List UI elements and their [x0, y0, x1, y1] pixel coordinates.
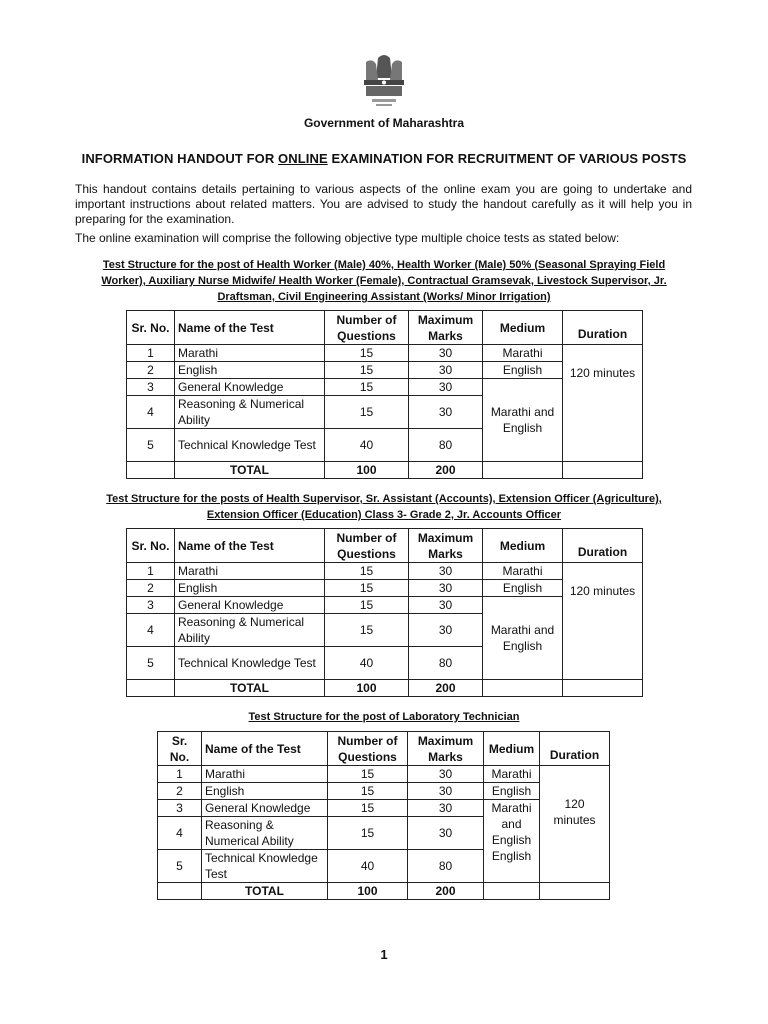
- header-test-name: Name of the Test: [175, 529, 325, 563]
- cell-test-name: Marathi: [175, 345, 325, 362]
- cell-sr: 4: [127, 396, 175, 429]
- total-questions: 100: [325, 462, 409, 479]
- cell-test-name: English: [175, 362, 325, 379]
- cell-medium: Marathi: [483, 345, 563, 362]
- cell-marks: 30: [408, 817, 484, 850]
- cell-medium-shared: Marathi and English: [483, 597, 563, 680]
- cell-test-name: Technical Knowledge Test: [175, 429, 325, 462]
- header-marks: Maximum Marks: [408, 732, 484, 766]
- cell-test-name: Reasoning & Numerical Ability: [175, 614, 325, 647]
- cell-questions: 15: [328, 783, 408, 800]
- header-test-name: Name of the Test: [202, 732, 328, 766]
- header-medium: Medium: [484, 732, 540, 766]
- cell-empty: [483, 462, 563, 479]
- cell-sr: 1: [127, 345, 175, 362]
- cell-medium: Marathi: [484, 766, 540, 783]
- cell-sr: 4: [127, 614, 175, 647]
- cell-questions: 15: [325, 362, 409, 379]
- cell-medium: English: [484, 783, 540, 800]
- cell-questions: 40: [325, 647, 409, 680]
- cell-test-name: Marathi: [175, 563, 325, 580]
- cell-marks: 80: [408, 850, 484, 883]
- table-row: [127, 563, 643, 580]
- table-total-row: [158, 883, 610, 900]
- cell-marks: 30: [409, 362, 483, 379]
- cell-questions: 15: [328, 800, 408, 817]
- cell-marks: 30: [408, 766, 484, 783]
- table-row: [127, 345, 643, 362]
- cell-test-name: Marathi: [202, 766, 328, 783]
- cell-marks: 80: [409, 429, 483, 462]
- section-2-table: [126, 528, 643, 697]
- cell-sr: 5: [127, 429, 175, 462]
- cell-marks: 80: [409, 647, 483, 680]
- document-title: INFORMATION HANDOUT FOR ONLINE EXAMINATION FOR RECRUITMENT OF VARIOUS POSTS: [81, 151, 687, 166]
- table-header-row: [127, 529, 643, 563]
- cell-test-name: General Knowledge: [202, 800, 328, 817]
- table-total-row: [127, 462, 643, 479]
- cell-test-name: English: [175, 580, 325, 597]
- cell-sr: 1: [127, 563, 175, 580]
- page-number: 1: [380, 947, 388, 962]
- cell-medium: English: [483, 362, 563, 379]
- header-duration: Duration: [540, 732, 610, 766]
- cell-questions: 40: [328, 850, 408, 883]
- cell-test-name: General Knowledge: [175, 379, 325, 396]
- section-1-heading: Test Structure for the post of Health Worker (Male) 40%, Health Worker (Male) 50% (Seasonal Spraying Field Worker), Auxiliary Nurse Midwife/ Health Worker (Female), Contractual Gramsevak, Livestock Supervisor, Jr. Draftsman, Civil Engineering Assistant (Works/ Minor Irrigation): [101, 259, 667, 303]
- header-questions: Number of Questions: [325, 311, 409, 345]
- cell-duration: 120 minutes: [563, 345, 643, 462]
- total-marks: 200: [409, 680, 483, 697]
- total-questions: 100: [325, 680, 409, 697]
- table-header-row: [158, 732, 610, 766]
- cell-sr: 4: [158, 817, 202, 850]
- header-marks: Maximum Marks: [409, 529, 483, 563]
- cell-questions: 15: [328, 766, 408, 783]
- table-header-row: [127, 311, 643, 345]
- cell-marks: 30: [408, 800, 484, 817]
- header-sr-no: Sr. No.: [127, 311, 175, 345]
- total-label: TOTAL: [175, 680, 325, 697]
- cell-marks: 30: [409, 379, 483, 396]
- total-marks: 200: [408, 883, 484, 900]
- cell-empty: [483, 680, 563, 697]
- cell-empty: [563, 680, 643, 697]
- cell-marks: 30: [409, 563, 483, 580]
- cell-medium: Marathi: [483, 563, 563, 580]
- cell-duration: 120 minutes: [563, 563, 643, 680]
- cell-sr: 2: [158, 783, 202, 800]
- cell-test-name: General Knowledge: [175, 597, 325, 614]
- cell-questions: 15: [325, 345, 409, 362]
- title-online-word: ONLINE: [278, 151, 328, 166]
- cell-questions: 15: [325, 597, 409, 614]
- header-sr-no: Sr. No.: [158, 732, 202, 766]
- cell-test-name: Reasoning & Numerical Ability: [175, 396, 325, 429]
- cell-empty: [127, 462, 175, 479]
- cell-sr: 5: [158, 850, 202, 883]
- header-marks: Maximum Marks: [409, 311, 483, 345]
- cell-marks: 30: [408, 783, 484, 800]
- header-medium: Medium: [483, 311, 563, 345]
- table-total-row: [127, 680, 643, 697]
- cell-marks: 30: [409, 345, 483, 362]
- cell-sr: 3: [158, 800, 202, 817]
- table-row: [158, 766, 610, 783]
- cell-sr: 2: [127, 580, 175, 597]
- header-sr-no: Sr. No.: [127, 529, 175, 563]
- cell-questions: 15: [325, 379, 409, 396]
- cell-duration: 120 minutes: [540, 766, 610, 883]
- cell-questions: 15: [325, 614, 409, 647]
- header-questions: Number of Questions: [328, 732, 408, 766]
- cell-sr: 3: [127, 597, 175, 614]
- cell-marks: 30: [409, 614, 483, 647]
- government-name: Government of Maharashtra: [303, 116, 465, 130]
- cell-marks: 30: [409, 597, 483, 614]
- total-questions: 100: [328, 883, 408, 900]
- section-3-table: [157, 731, 610, 900]
- cell-medium: English: [483, 580, 563, 597]
- cell-marks: 30: [409, 580, 483, 597]
- cell-marks: 30: [409, 396, 483, 429]
- cell-test-name: English: [202, 783, 328, 800]
- cell-test-name: Technical Knowledge Test: [175, 647, 325, 680]
- cell-test-name: Technical Knowledge Test: [202, 850, 328, 883]
- cell-sr: 3: [127, 379, 175, 396]
- cell-empty: [484, 883, 540, 900]
- cell-empty: [540, 883, 610, 900]
- header-duration: Duration: [563, 311, 643, 345]
- section-1-table: [126, 310, 643, 479]
- total-marks: 200: [409, 462, 483, 479]
- cell-questions: 15: [328, 817, 408, 850]
- cell-empty: [127, 680, 175, 697]
- total-label: TOTAL: [175, 462, 325, 479]
- cell-sr: 5: [127, 647, 175, 680]
- cell-questions: 15: [325, 563, 409, 580]
- header-medium: Medium: [483, 529, 563, 563]
- state-emblem-icon: [352, 50, 416, 112]
- section-2-heading: Test Structure for the posts of Health Supervisor, Sr. Assistant (Accounts), Extension Officer (Agriculture), Extension Officer (Education) Class 3- Grade 2, Jr. Accounts Officer: [106, 493, 662, 521]
- header-questions: Number of Questions: [325, 529, 409, 563]
- cell-sr: 1: [158, 766, 202, 783]
- section-3-heading: Test Structure for the post of Laboratory Technician: [248, 711, 520, 723]
- cell-test-name: Reasoning & Numerical Ability: [202, 817, 328, 850]
- cell-questions: 40: [325, 429, 409, 462]
- cell-medium-shared: Marathi and English English: [484, 800, 540, 883]
- header-duration: Duration: [563, 529, 643, 563]
- cell-empty: [158, 883, 202, 900]
- cell-questions: 15: [325, 580, 409, 597]
- total-label: TOTAL: [202, 883, 328, 900]
- cell-empty: [563, 462, 643, 479]
- cell-sr: 2: [127, 362, 175, 379]
- intro-paragraph: This handout contains details pertaining to various aspects of the online exam you are going to undertake and important instructions about related matters. You are advised to study the handout carefully as it will help you in preparing for the examination.: [75, 182, 692, 226]
- cell-medium-shared: Marathi and English: [483, 379, 563, 462]
- intro-paragraph-2: The online examination will comprise the following objective type multiple choice tests as stated below:: [75, 231, 620, 245]
- cell-questions: 15: [325, 396, 409, 429]
- header-test-name: Name of the Test: [175, 311, 325, 345]
